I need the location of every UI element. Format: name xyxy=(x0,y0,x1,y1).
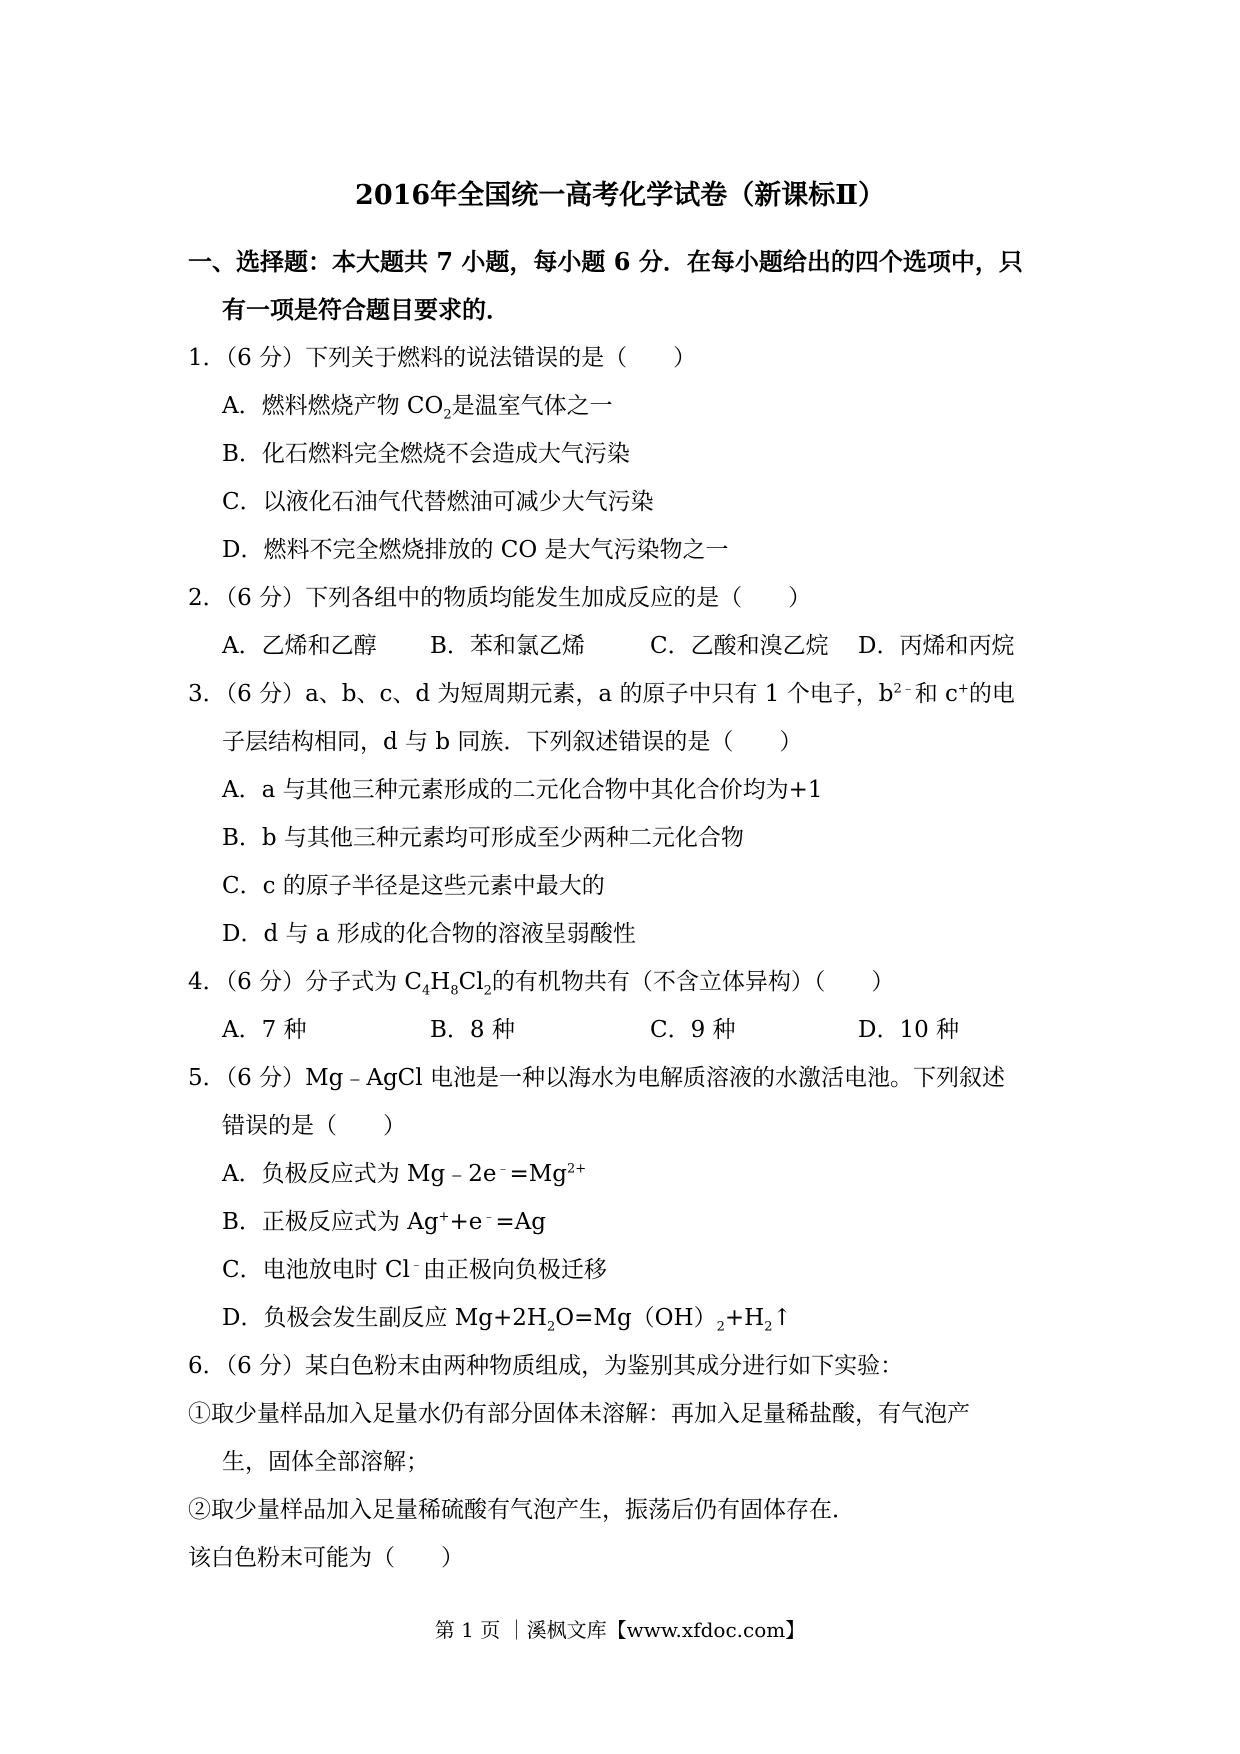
q2-stem: 2．（6 分）下列各组中的物质均能发生加成反应的是（ ） xyxy=(188,585,812,611)
q4-option-c: C．9 种 xyxy=(650,1017,736,1043)
q1-option-b: B．化石燃料完全燃烧不会造成大气污染 xyxy=(222,441,630,467)
q2-option-d: D．丙烯和丙烷 xyxy=(858,633,1015,659)
q1-option-c: C．以液化石油气代替燃油可减少大气污染 xyxy=(222,489,654,515)
q5-option-a: A．负极反应式为 $Mg﹣2e^﹣=Mg^{2+}$ xyxy=(222,1161,587,1187)
q3-stem-line2: 子层结构相同，d 与 b 同族．下列叙述错误的是（ ） xyxy=(222,729,803,755)
q6-step1-line1: ①取少量样品加入足量水仍有部分固体未溶解：再加入足量稀盐酸，有气泡产 xyxy=(188,1401,970,1427)
q4-stem: 4．（6 分）分子式为 $C_4H_8Cl_2$的有机物共有（不含立体异构）（ ） xyxy=(188,969,895,999)
q5-option-d: D．负极会发生副反应 $Mg+2H_2O=Mg(OH)_2+H_2↑$ xyxy=(222,1305,792,1335)
page-footer: 第 1 页 ｜溪枫文库【www.xfdoc.com】 xyxy=(434,1618,806,1642)
page-title: 2016年全国统一高考化学试卷（新课标Ⅱ） xyxy=(355,180,885,211)
section-heading-line1: 一、选择题：本大题共 7 小题，每小题 6 分．在每小题给出的四个选项中，只 xyxy=(188,247,1023,276)
q4-option-b: B．8 种 xyxy=(430,1017,515,1043)
q5-option-c: C．电池放电时 Cl﹣由正极向负极迁移 xyxy=(222,1257,607,1283)
q2-option-a: A．乙烯和乙醇 xyxy=(222,633,377,659)
q5-option-b: B．正极反应式为 Ag++e﹣=Ag xyxy=(222,1209,546,1235)
q3-stem-line1: 3．（6 分）a、b、c、d 为短周期元素，a 的原子中只有 1 个电子，$b^{2﹣}$和 c+的电 xyxy=(188,681,1015,707)
q6-step1-line2: 生，固体全部溶解； xyxy=(222,1449,429,1475)
q6-prompt: 该白色粉末可能为（ ） xyxy=(188,1545,464,1571)
q4-option-a: A．7 种 xyxy=(222,1017,307,1043)
q5-stem-line1: 5．（6 分）Mg﹣AgCl 电池是一种以海水为电解质溶液的水激活电池。下列叙述 xyxy=(188,1065,1005,1091)
q4-option-d: D．10 种 xyxy=(858,1017,960,1043)
q1-option-d: D．燃料不完全燃烧排放的 CO 是大气污染物之一 xyxy=(222,537,729,563)
q6-step2: ②取少量样品加入足量稀硫酸有气泡产生，振荡后仍有固体存在． xyxy=(188,1497,855,1523)
q2-option-c: C．乙酸和溴乙烷 xyxy=(650,633,829,659)
q3-option-d: D．d 与 a 形成的化合物的溶液呈弱酸性 xyxy=(222,921,636,947)
q2-option-b: B．苯和氯乙烯 xyxy=(430,633,585,659)
q3-option-c: C．c 的原子半径是这些元素中最大的 xyxy=(222,873,605,899)
q6-stem: 6．（6 分）某白色粉末由两种物质组成，为鉴别其成分进行如下实验： xyxy=(188,1353,904,1379)
q1-option-a: A．燃料燃烧产物 $CO_2$是温室气体之一 xyxy=(222,393,613,423)
q1-stem: 1．（6 分）下列关于燃料的说法错误的是（ ） xyxy=(188,345,697,371)
section-heading-line2: 有一项是符合题目要求的． xyxy=(222,295,510,324)
q3-option-a: A．a 与其他三种元素形成的二元化合物中其化合价均为+1 xyxy=(222,777,823,803)
q3-option-b: B．b 与其他三种元素均可形成至少两种二元化合物 xyxy=(222,825,744,851)
q5-stem-line2: 错误的是（ ） xyxy=(222,1113,406,1139)
